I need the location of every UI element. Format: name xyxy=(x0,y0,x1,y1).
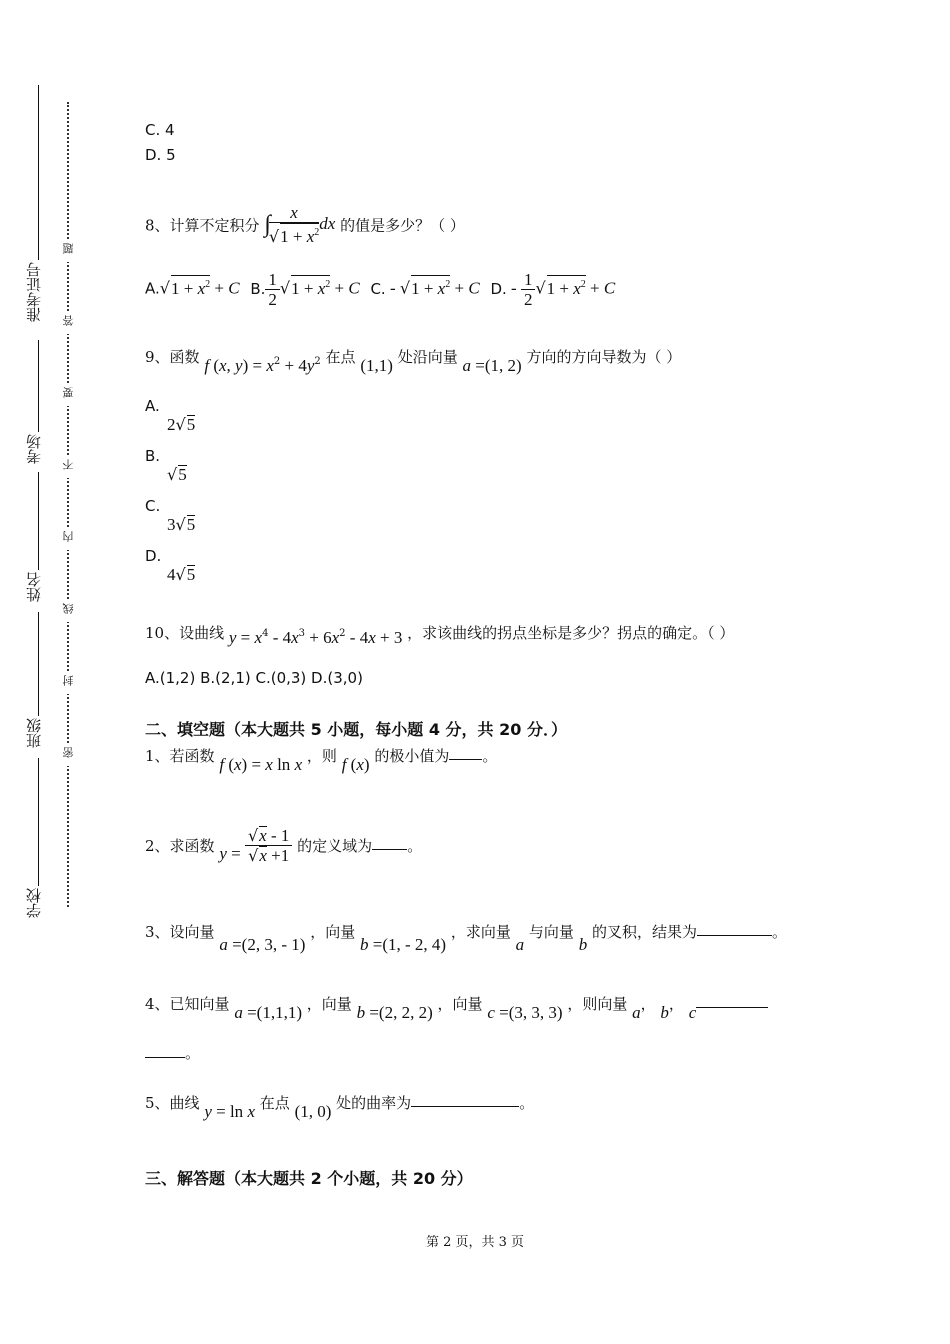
school-label: 学校 xyxy=(25,888,43,918)
q9-mid1: 在点 xyxy=(325,348,356,366)
student-name-label: 姓名 xyxy=(25,572,43,602)
seal-char: 答 xyxy=(62,315,75,326)
q9-suffix: 方向的方向导数为（ ） xyxy=(526,348,682,366)
q10-options: A.(1,2) B.(2,1) C.(0,3) D.(3,0) xyxy=(145,669,363,687)
seal-char: 要 xyxy=(62,387,75,398)
f1-prefix: 1、若函数 xyxy=(145,747,215,765)
class-label: 班级 xyxy=(25,718,43,748)
q9-option-a: A. 2√5 xyxy=(145,397,196,434)
q8-integral: ∫ $\frac{x}{√1 + x^2}$ dx xyxy=(264,203,336,246)
fill-4-continued: 。 xyxy=(145,1042,200,1063)
id-number-label: 准考证号 xyxy=(25,262,43,322)
exam-room-label: 考场 xyxy=(25,434,43,464)
q8-stem-suffix: 的值是多少？（ ） xyxy=(340,216,465,235)
f1-mid: ，则 xyxy=(306,747,337,765)
q8-option-c-label: C. xyxy=(370,279,386,298)
q7-option-d: D. 5 xyxy=(145,146,176,164)
q8-option-d-label: D. xyxy=(490,279,507,298)
seal-char: 线 xyxy=(62,603,75,614)
binding-solid-line xyxy=(38,85,39,920)
f2-suffix: 的定义域为 xyxy=(297,837,373,855)
q9-stem: 9、函数 f (x, $y) = x^2 + 4y^2$ 在点 (1,1) 处沿向量 a =(1, 2) 方向的方向导数为（ ） xyxy=(145,348,682,375)
fill-1: 1、若函数 f (x) = x ln x ，则 f (x) 的极小值为 。 xyxy=(145,747,498,774)
q9-option-b: B. √5 xyxy=(145,447,187,484)
fill-5: 5、曲线 y = ln x 在点 (1, 0) 处的曲率为 。 xyxy=(145,1094,535,1121)
q9-option-c: C. 3√5 xyxy=(145,497,196,534)
fill-2: 2、求函数 y = $\frac{√x - 1}{√x +1}$ 的定义域为 。 xyxy=(145,826,423,865)
answer-blank[interactable] xyxy=(697,921,772,936)
page-footer: 第 2 页，共 3 页 xyxy=(425,1235,525,1250)
section-2-title: 二、填空题（本大题共 5 小题，每小题 4 分，共 20 分．） xyxy=(145,720,567,739)
seal-char: 题 xyxy=(62,243,75,254)
q8-options: $A.√1 + x^2 + C$ B. $\frac{1}{2}$ $√1 + x^2 + C$ C. - $√1 + x^2 + C$ D. - $\frac{1}{2}$ $√1 + x^2 + C$ xyxy=(145,270,616,309)
answer-blank[interactable] xyxy=(696,993,768,1008)
q9-prefix: 9、函数 xyxy=(145,348,200,366)
q9-option-d: D. 4√5 xyxy=(145,547,196,584)
answer-blank[interactable] xyxy=(449,745,482,760)
seal-char: 密 xyxy=(62,747,75,758)
f2-prefix: 2、求函数 xyxy=(145,837,215,855)
answer-blank[interactable] xyxy=(411,1092,519,1107)
fill-4: 4、已知向量 a =(1,1,1) ，向量 b =(2, 2, 2) ，向量 c =(3, 3, 3) ，则向量 a， b， c xyxy=(145,993,768,1023)
q8-stem xyxy=(145,203,465,247)
q7-option-c: C. 4 xyxy=(145,121,175,139)
binding-dotted-line xyxy=(67,102,69,907)
f1-suffix: 的极小值为 xyxy=(374,747,450,765)
q8-option-b-label: B. xyxy=(250,279,266,298)
section-3-title: 三、解答题（本大题共 2 个小题，共 20 分） xyxy=(145,1169,473,1188)
q10-prefix: 10、设曲线 xyxy=(145,624,225,642)
q10-suffix: ，求该曲线的拐点坐标是多少？拐点的确定。（ ） xyxy=(407,624,735,642)
q9-mid2: 处沿向量 xyxy=(397,348,458,366)
q8-stem-prefix: 8、计算不定积分 xyxy=(145,216,260,235)
seal-char: 内 xyxy=(62,531,75,542)
seal-char: 封 xyxy=(62,675,75,686)
answer-blank[interactable] xyxy=(145,1043,185,1058)
q8-option-a-label: A. xyxy=(145,279,160,298)
seal-char: 不 xyxy=(62,459,75,470)
fill-3: 3、设向量 a =(2, 3, - 1) ，向量 b =(1, - 2, 4) ，求向量 a 与向量 b 的叉积，结果为 。 xyxy=(145,923,788,954)
answer-blank[interactable] xyxy=(372,835,407,850)
q10-stem: 10、设曲线 $y = x^4 - 4x^3 + 6x^2 - 4x + 3$ ，求该曲线的拐点坐标是多少？拐点的确定。（ ） xyxy=(145,624,735,647)
